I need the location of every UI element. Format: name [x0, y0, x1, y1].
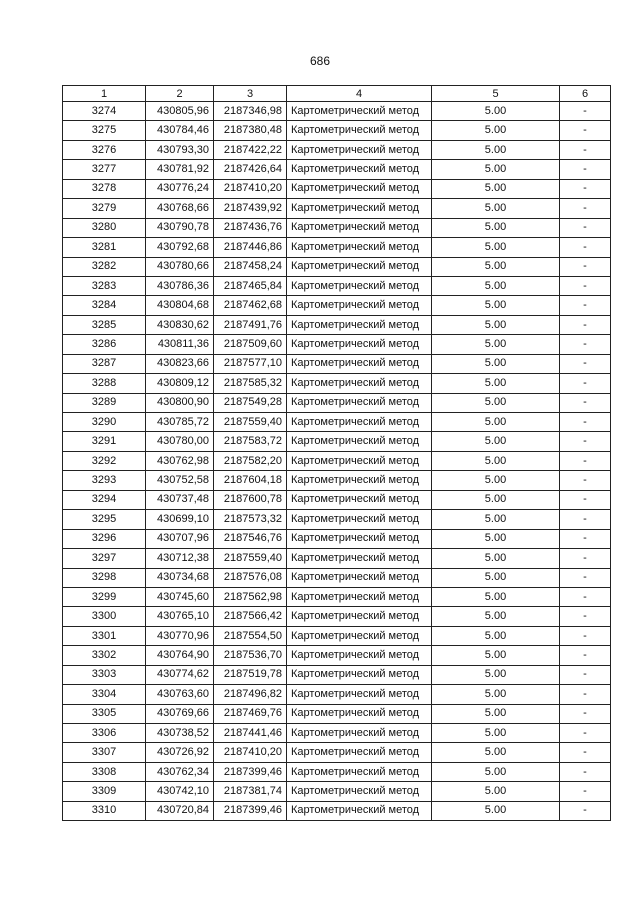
- coordinate-y-cell: 2187399,46: [214, 762, 287, 781]
- method-cell: Картометрический метод: [287, 743, 432, 762]
- point-number-cell: 3275: [63, 121, 146, 140]
- note-cell: -: [560, 665, 611, 684]
- table-row: [63, 626, 611, 645]
- accuracy-cell: 5.00: [432, 315, 560, 334]
- accuracy-cell: 5.00: [432, 762, 560, 781]
- point-number-cell: 3278: [63, 179, 146, 198]
- accuracy-cell: 5.00: [432, 413, 560, 432]
- accuracy-cell: 5.00: [432, 374, 560, 393]
- note-cell: -: [560, 451, 611, 470]
- note-cell: -: [560, 179, 611, 198]
- table-row: [63, 257, 611, 276]
- note-cell: -: [560, 160, 611, 179]
- column-header-5: 5: [432, 86, 560, 102]
- method-cell: Картометрический метод: [287, 393, 432, 412]
- coordinate-y-cell: 2187469,76: [214, 704, 287, 723]
- coordinate-x-cell: 430745,60: [146, 587, 214, 606]
- coordinate-y-cell: 2187441,46: [214, 724, 287, 743]
- method-cell: Картометрический метод: [287, 471, 432, 490]
- table-row: [63, 587, 611, 606]
- note-cell: -: [560, 413, 611, 432]
- method-cell: Картометрический метод: [287, 160, 432, 179]
- point-number-cell: 3299: [63, 587, 146, 606]
- point-number-cell: 3305: [63, 704, 146, 723]
- coordinate-y-cell: 2187380,48: [214, 121, 287, 140]
- coordinate-x-cell: 430790,78: [146, 218, 214, 237]
- accuracy-cell: 5.00: [432, 238, 560, 257]
- note-cell: -: [560, 335, 611, 354]
- note-cell: -: [560, 140, 611, 159]
- point-number-cell: 3287: [63, 354, 146, 373]
- table-row: [63, 102, 611, 121]
- accuracy-cell: 5.00: [432, 199, 560, 218]
- coordinate-y-cell: 2187491,76: [214, 315, 287, 334]
- coordinate-y-cell: 2187399,46: [214, 801, 287, 820]
- point-number-cell: 3307: [63, 743, 146, 762]
- table-row: [63, 549, 611, 568]
- coordinate-y-cell: 2187582,20: [214, 451, 287, 470]
- table-row: [63, 276, 611, 295]
- accuracy-cell: 5.00: [432, 102, 560, 121]
- note-cell: -: [560, 510, 611, 529]
- point-number-cell: 3304: [63, 685, 146, 704]
- coordinate-y-cell: 2187583,72: [214, 432, 287, 451]
- table-row: [63, 374, 611, 393]
- method-cell: Картометрический метод: [287, 179, 432, 198]
- point-number-cell: 3306: [63, 724, 146, 743]
- table-row: [63, 743, 611, 762]
- method-cell: Картометрический метод: [287, 140, 432, 159]
- coordinate-x-cell: 430707,96: [146, 529, 214, 548]
- coordinate-y-cell: 2187559,40: [214, 549, 287, 568]
- note-cell: -: [560, 257, 611, 276]
- note-cell: -: [560, 743, 611, 762]
- table-row: [63, 218, 611, 237]
- accuracy-cell: 5.00: [432, 276, 560, 295]
- coordinate-y-cell: 2187576,08: [214, 568, 287, 587]
- coordinate-x-cell: 430804,68: [146, 296, 214, 315]
- accuracy-cell: 5.00: [432, 432, 560, 451]
- table-row: [63, 335, 611, 354]
- note-cell: -: [560, 102, 611, 121]
- column-header-3: 3: [214, 86, 287, 102]
- note-cell: -: [560, 199, 611, 218]
- accuracy-cell: 5.00: [432, 160, 560, 179]
- accuracy-cell: 5.00: [432, 510, 560, 529]
- coordinate-y-cell: 2187549,28: [214, 393, 287, 412]
- point-number-cell: 3274: [63, 102, 146, 121]
- point-number-cell: 3296: [63, 529, 146, 548]
- coordinate-x-cell: 430752,58: [146, 471, 214, 490]
- point-number-cell: 3285: [63, 315, 146, 334]
- note-cell: -: [560, 490, 611, 509]
- method-cell: Картометрический метод: [287, 587, 432, 606]
- coordinate-x-cell: 430770,96: [146, 626, 214, 645]
- table-row: [63, 238, 611, 257]
- method-cell: Картометрический метод: [287, 704, 432, 723]
- coordinate-y-cell: 2187585,32: [214, 374, 287, 393]
- coordinate-x-cell: 430774,62: [146, 665, 214, 684]
- coordinate-x-cell: 430768,66: [146, 199, 214, 218]
- accuracy-cell: 5.00: [432, 257, 560, 276]
- coordinate-x-cell: 430823,66: [146, 354, 214, 373]
- table-row: [63, 704, 611, 723]
- coordinate-y-cell: 2187465,84: [214, 276, 287, 295]
- point-number-cell: 3280: [63, 218, 146, 237]
- coordinate-y-cell: 2187381,74: [214, 782, 287, 801]
- coordinate-x-cell: 430792,68: [146, 238, 214, 257]
- point-number-cell: 3283: [63, 276, 146, 295]
- coordinate-y-cell: 2187422,22: [214, 140, 287, 159]
- coordinate-x-cell: 430737,48: [146, 490, 214, 509]
- method-cell: Картометрический метод: [287, 276, 432, 295]
- column-header-1: 1: [63, 86, 146, 102]
- coordinate-x-cell: 430699,10: [146, 510, 214, 529]
- accuracy-cell: 5.00: [432, 393, 560, 412]
- coordinate-x-cell: 430781,92: [146, 160, 214, 179]
- method-cell: Картометрический метод: [287, 762, 432, 781]
- table-row: [63, 685, 611, 704]
- point-number-cell: 3302: [63, 646, 146, 665]
- coordinate-y-cell: 2187566,42: [214, 607, 287, 626]
- point-number-cell: 3279: [63, 199, 146, 218]
- accuracy-cell: 5.00: [432, 490, 560, 509]
- coordinate-x-cell: 430726,92: [146, 743, 214, 762]
- note-cell: -: [560, 315, 611, 334]
- method-cell: Картометрический метод: [287, 257, 432, 276]
- note-cell: -: [560, 626, 611, 645]
- note-cell: -: [560, 121, 611, 140]
- method-cell: Картометрический метод: [287, 199, 432, 218]
- coordinate-y-cell: 2187410,20: [214, 743, 287, 762]
- coordinate-x-cell: 430785,72: [146, 413, 214, 432]
- method-cell: Картометрический метод: [287, 335, 432, 354]
- point-number-cell: 3289: [63, 393, 146, 412]
- point-number-cell: 3276: [63, 140, 146, 159]
- point-number-cell: 3277: [63, 160, 146, 179]
- coordinate-x-cell: 430780,66: [146, 257, 214, 276]
- accuracy-cell: 5.00: [432, 471, 560, 490]
- coordinate-y-cell: 2187446,86: [214, 238, 287, 257]
- coordinate-x-cell: 430738,52: [146, 724, 214, 743]
- table-row: [63, 607, 611, 626]
- method-cell: Картометрический метод: [287, 510, 432, 529]
- method-cell: Картометрический метод: [287, 432, 432, 451]
- coordinate-y-cell: 2187436,76: [214, 218, 287, 237]
- table-row: [63, 471, 611, 490]
- note-cell: -: [560, 685, 611, 704]
- method-cell: Картометрический метод: [287, 529, 432, 548]
- method-cell: Картометрический метод: [287, 685, 432, 704]
- coordinate-x-cell: 430776,24: [146, 179, 214, 198]
- method-cell: Картометрический метод: [287, 374, 432, 393]
- accuracy-cell: 5.00: [432, 665, 560, 684]
- coordinate-y-cell: 2187439,92: [214, 199, 287, 218]
- coordinate-x-cell: 430734,68: [146, 568, 214, 587]
- coordinate-y-cell: 2187559,40: [214, 413, 287, 432]
- method-cell: Картометрический метод: [287, 607, 432, 626]
- coordinate-y-cell: 2187573,32: [214, 510, 287, 529]
- accuracy-cell: 5.00: [432, 218, 560, 237]
- note-cell: -: [560, 646, 611, 665]
- note-cell: -: [560, 801, 611, 820]
- coordinate-x-cell: 430769,66: [146, 704, 214, 723]
- table-row: [63, 646, 611, 665]
- table-row: [63, 665, 611, 684]
- accuracy-cell: 5.00: [432, 743, 560, 762]
- coordinate-y-cell: 2187546,76: [214, 529, 287, 548]
- table-row: [63, 121, 611, 140]
- table-row: [63, 782, 611, 801]
- table-row: [63, 568, 611, 587]
- accuracy-cell: 5.00: [432, 335, 560, 354]
- note-cell: -: [560, 782, 611, 801]
- point-number-cell: 3298: [63, 568, 146, 587]
- table-row: [63, 354, 611, 373]
- method-cell: Картометрический метод: [287, 626, 432, 645]
- note-cell: -: [560, 432, 611, 451]
- accuracy-cell: 5.00: [432, 354, 560, 373]
- method-cell: Картометрический метод: [287, 238, 432, 257]
- coordinate-x-cell: 430765,10: [146, 607, 214, 626]
- point-number-cell: 3292: [63, 451, 146, 470]
- point-number-cell: 3301: [63, 626, 146, 645]
- point-number-cell: 3295: [63, 510, 146, 529]
- accuracy-cell: 5.00: [432, 685, 560, 704]
- coordinate-x-cell: 430762,98: [146, 451, 214, 470]
- accuracy-cell: 5.00: [432, 451, 560, 470]
- point-number-cell: 3293: [63, 471, 146, 490]
- coordinate-y-cell: 2187509,60: [214, 335, 287, 354]
- accuracy-cell: 5.00: [432, 140, 560, 159]
- method-cell: Картометрический метод: [287, 568, 432, 587]
- table-body: [63, 102, 611, 821]
- table-row: [63, 490, 611, 509]
- note-cell: -: [560, 607, 611, 626]
- point-number-cell: 3310: [63, 801, 146, 820]
- column-header-2: 2: [146, 86, 214, 102]
- note-cell: -: [560, 238, 611, 257]
- note-cell: -: [560, 471, 611, 490]
- coordinate-y-cell: 2187496,82: [214, 685, 287, 704]
- coordinate-x-cell: 430764,90: [146, 646, 214, 665]
- method-cell: Картометрический метод: [287, 354, 432, 373]
- method-cell: Картометрический метод: [287, 296, 432, 315]
- method-cell: Картометрический метод: [287, 782, 432, 801]
- accuracy-cell: 5.00: [432, 529, 560, 548]
- coordinate-x-cell: 430805,96: [146, 102, 214, 121]
- point-number-cell: 3300: [63, 607, 146, 626]
- table-row: [63, 140, 611, 159]
- coordinate-y-cell: 2187346,98: [214, 102, 287, 121]
- note-cell: -: [560, 549, 611, 568]
- accuracy-cell: 5.00: [432, 724, 560, 743]
- coordinate-y-cell: 2187519,78: [214, 665, 287, 684]
- note-cell: -: [560, 296, 611, 315]
- point-number-cell: 3309: [63, 782, 146, 801]
- accuracy-cell: 5.00: [432, 179, 560, 198]
- point-number-cell: 3290: [63, 413, 146, 432]
- table-row: [63, 762, 611, 781]
- coordinate-x-cell: 430786,36: [146, 276, 214, 295]
- point-number-cell: 3286: [63, 335, 146, 354]
- table-row: [63, 724, 611, 743]
- table-row: [63, 801, 611, 820]
- coordinate-x-cell: 430793,30: [146, 140, 214, 159]
- coordinate-x-cell: 430712,38: [146, 549, 214, 568]
- note-cell: -: [560, 354, 611, 373]
- table-row: [63, 393, 611, 412]
- table-row: [63, 451, 611, 470]
- coordinate-y-cell: 2187577,10: [214, 354, 287, 373]
- table-row: [63, 510, 611, 529]
- accuracy-cell: 5.00: [432, 782, 560, 801]
- accuracy-cell: 5.00: [432, 549, 560, 568]
- table-row: [63, 432, 611, 451]
- coordinate-y-cell: 2187462,68: [214, 296, 287, 315]
- table-row: [63, 160, 611, 179]
- note-cell: -: [560, 374, 611, 393]
- method-cell: Картометрический метод: [287, 646, 432, 665]
- point-number-cell: 3297: [63, 549, 146, 568]
- method-cell: Картометрический метод: [287, 665, 432, 684]
- coordinate-x-cell: 430830,62: [146, 315, 214, 334]
- coordinate-y-cell: 2187604,18: [214, 471, 287, 490]
- method-cell: Картометрический метод: [287, 801, 432, 820]
- method-cell: Картометрический метод: [287, 724, 432, 743]
- coordinate-x-cell: 430742,10: [146, 782, 214, 801]
- point-number-cell: 3282: [63, 257, 146, 276]
- coordinate-x-cell: 430809,12: [146, 374, 214, 393]
- note-cell: -: [560, 529, 611, 548]
- coordinate-y-cell: 2187536,70: [214, 646, 287, 665]
- method-cell: Картометрический метод: [287, 413, 432, 432]
- table-header-row: [63, 86, 611, 102]
- coordinate-y-cell: 2187554,50: [214, 626, 287, 645]
- coordinate-x-cell: 430800,90: [146, 393, 214, 412]
- note-cell: -: [560, 568, 611, 587]
- note-cell: -: [560, 393, 611, 412]
- accuracy-cell: 5.00: [432, 646, 560, 665]
- accuracy-cell: 5.00: [432, 568, 560, 587]
- point-number-cell: 3308: [63, 762, 146, 781]
- point-number-cell: 3281: [63, 238, 146, 257]
- accuracy-cell: 5.00: [432, 607, 560, 626]
- accuracy-cell: 5.00: [432, 587, 560, 606]
- coordinates-table: [62, 85, 611, 821]
- table-row: [63, 529, 611, 548]
- accuracy-cell: 5.00: [432, 704, 560, 723]
- coordinate-x-cell: 430762,34: [146, 762, 214, 781]
- method-cell: Картометрический метод: [287, 315, 432, 334]
- column-header-4: 4: [287, 86, 432, 102]
- point-number-cell: 3288: [63, 374, 146, 393]
- accuracy-cell: 5.00: [432, 626, 560, 645]
- method-cell: Картометрический метод: [287, 102, 432, 121]
- note-cell: -: [560, 218, 611, 237]
- point-number-cell: 3294: [63, 490, 146, 509]
- page-number: 686: [309, 54, 331, 68]
- coordinate-x-cell: 430780,00: [146, 432, 214, 451]
- coordinate-y-cell: 2187562,98: [214, 587, 287, 606]
- coordinate-y-cell: 2187410,20: [214, 179, 287, 198]
- note-cell: -: [560, 724, 611, 743]
- coordinate-y-cell: 2187426,64: [214, 160, 287, 179]
- coordinate-x-cell: 430720,84: [146, 801, 214, 820]
- point-number-cell: 3284: [63, 296, 146, 315]
- note-cell: -: [560, 762, 611, 781]
- column-header-6: 6: [560, 86, 611, 102]
- method-cell: Картометрический метод: [287, 490, 432, 509]
- point-number-cell: 3291: [63, 432, 146, 451]
- coordinate-x-cell: 430784,46: [146, 121, 214, 140]
- method-cell: Картометрический метод: [287, 451, 432, 470]
- point-number-cell: 3303: [63, 665, 146, 684]
- method-cell: Картометрический метод: [287, 121, 432, 140]
- coordinate-y-cell: 2187600,78: [214, 490, 287, 509]
- accuracy-cell: 5.00: [432, 121, 560, 140]
- table-row: [63, 296, 611, 315]
- method-cell: Картометрический метод: [287, 549, 432, 568]
- table-row: [63, 199, 611, 218]
- note-cell: -: [560, 587, 611, 606]
- note-cell: -: [560, 276, 611, 295]
- accuracy-cell: 5.00: [432, 296, 560, 315]
- coordinate-x-cell: 430811,36: [146, 335, 214, 354]
- table-row: [63, 315, 611, 334]
- coordinate-x-cell: 430763,60: [146, 685, 214, 704]
- note-cell: -: [560, 704, 611, 723]
- method-cell: Картометрический метод: [287, 218, 432, 237]
- coordinate-y-cell: 2187458,24: [214, 257, 287, 276]
- table-row: [63, 413, 611, 432]
- table-row: [63, 179, 611, 198]
- accuracy-cell: 5.00: [432, 801, 560, 820]
